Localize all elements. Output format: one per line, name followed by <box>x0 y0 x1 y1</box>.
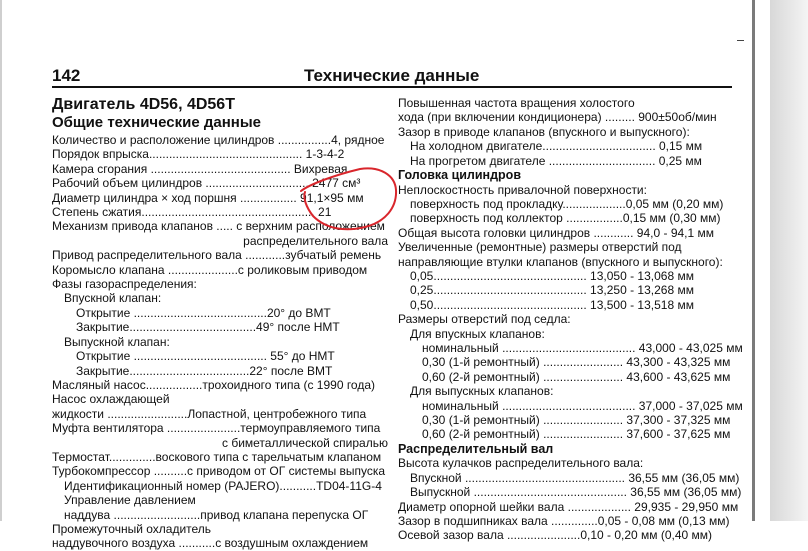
spec-line: Масляный насос.................трохоидного типа (с 1990 года) <box>52 377 376 392</box>
spec-line: Впускной ................................................ 36,55 мм (36,05 мм) <box>410 470 740 485</box>
engine-title: Двигатель 4D56, 4D56T <box>52 96 235 113</box>
spec-line: Закрытие....................................22° после ВМТ <box>76 363 333 378</box>
right-column <box>398 96 743 543</box>
section-title: Общие технические данные <box>52 114 262 131</box>
spec-line: поверхность под коллектор .................0,15 мм (0,30 мм) <box>410 211 721 226</box>
spec-line: Выпускной .............................................. 36,55 мм (36,05 мм) <box>410 485 742 500</box>
spec-line: хода (при включении кондиционера) ......... 900±50об/мин <box>398 110 717 125</box>
spec-line: Высота кулачков распределительного вала: <box>398 456 644 471</box>
spec-line: Порядок впрыска.............................................. 1-3-4-2 <box>52 147 345 162</box>
left-column <box>52 96 388 551</box>
section-heading: Головка цилиндров <box>398 168 521 183</box>
spec-line: Осевой зазор вала ......................0,10 - 0,20 мм (0,40 мм) <box>398 528 713 543</box>
spec-line: 0,60 (2-й ремонтный) ........................ 43,600 - 43,625 мм <box>422 369 731 384</box>
spec-line: жидкости ........................Лопастной, центробежного типа <box>52 406 367 421</box>
spec-line: поверхность под прокладку...................0,05 мм (0,20 мм) <box>410 196 724 211</box>
page-title: Технические данные <box>304 66 480 85</box>
spec-line: Зазор в приводе клапанов (впускного и выпускного): <box>398 124 690 139</box>
spec-line: Впускной клапан: <box>64 291 162 306</box>
spec-line: Общая высота головки цилиндров ............ 94,0 - 94,1 мм <box>398 225 715 240</box>
left-edge <box>0 0 2 521</box>
spec-line: Управление давлением <box>64 493 196 508</box>
spec-line: Для выпускных клапанов: <box>410 384 554 399</box>
spec-line: Размеры отверстий под седла: <box>398 312 571 327</box>
spec-line: Открытие ........................................20° до ВМТ <box>76 305 331 320</box>
spec-line: Открытие ........................................ 55° до НМТ <box>76 349 335 364</box>
left-spec-list <box>52 133 388 551</box>
spec-line: Промежуточный охладитель <box>52 521 212 536</box>
spec-line: Повышенная частота вращения холостого <box>398 96 635 110</box>
spec-line: 0,60 (2-й ремонтный) ........................ 37,600 - 37,625 мм <box>422 427 731 442</box>
spec-line: Выпускной клапан: <box>64 334 170 349</box>
spec-line: Турбокомпрессор ..........с приводом от ОГ системы выпуска <box>52 464 386 479</box>
spec-line: направляющие втулки клапанов (впускного и выпускного): <box>398 254 723 269</box>
spec-line: Диаметр цилиндра × ход поршня ................. 91,1×95 мм <box>52 190 364 205</box>
page-shadow <box>770 0 808 521</box>
section-heading: Распределительный вал <box>398 441 554 456</box>
spec-line: распределительного вала <box>243 233 388 248</box>
spec-line: Для впускных клапанов: <box>410 326 545 341</box>
spec-line: Степень сжатия.................................................... 21 <box>52 205 332 220</box>
spec-line: 0,05.............................................. 13,050 - 13,068 мм <box>410 268 694 283</box>
spec-line: Увеличенные (ремонтные) размеры отверстий под <box>398 240 682 255</box>
spec-line: Термостат..............воскового типа с тарельчатым клапаном <box>52 449 382 464</box>
spec-line: Неплоскостность привалочной поверхности: <box>398 182 647 197</box>
spec-line: На холодном двигателе.................................. 0,15 мм <box>410 139 703 154</box>
spec-line: Количество и расположение цилиндров ................4, рядное <box>52 133 385 147</box>
page-header <box>52 66 730 86</box>
spec-line: Рабочий объем цилиндров ............................... 2477 см³ <box>52 176 361 191</box>
spec-line: 0,30 (1-й ремонтный) ........................ 37,300 - 37,325 мм <box>422 413 731 428</box>
spec-line: 0,50.............................................. 13,500 - 13,518 мм <box>410 297 694 312</box>
spec-line: наддувочного воздуха ...........с воздушным охлаждением <box>52 536 369 551</box>
spec-line: Камера сгорания .......................................... Вихревая <box>52 161 348 176</box>
spec-line: Привод распределительного вала ............зубчатый ремень <box>52 248 382 263</box>
spec-line: 0,25.............................................. 13,250 - 13,268 мм <box>410 283 694 298</box>
spec-line: номинальный ........................................ 37,000 - 37,025 мм <box>422 398 743 413</box>
spec-line: Коромысло клапана .....................с роликовым приводом <box>52 262 368 277</box>
spec-line: Зазор в подшипниках вала ..............0,05 - 0,08 мм (0,13 мм) <box>398 513 730 528</box>
spec-line: с биметаллической спиралью <box>221 435 388 450</box>
spec-line: Муфта вентилятора ......................термоуправляемого типа <box>52 421 381 436</box>
spec-line: Идентификационный номер (PAJERO)...........TD04-11G-4 <box>64 478 382 493</box>
spec-line: 0,30 (1-й ремонтный) ........................ 43,300 - 43,325 мм <box>422 355 731 370</box>
crop-mark <box>737 40 744 41</box>
header-rule <box>52 86 732 88</box>
spec-line: Насос охлаждающей <box>52 392 170 407</box>
spec-line: номинальный ........................................ 43,000 - 43,025 мм <box>422 341 743 355</box>
page-number: 142 <box>52 66 81 85</box>
spec-line: Диаметр опорной шейки вала ................... 29,935 - 29,950 мм <box>398 499 739 514</box>
spec-line: Фазы газораспределения: <box>52 277 197 292</box>
right-spec-list <box>398 96 743 543</box>
spec-line: Механизм привода клапанов ..... с верхним расположением <box>52 219 385 234</box>
spec-line: наддува ..........................привод клапана перепуска ОГ <box>64 507 369 522</box>
spec-line: На прогретом двигателе ................................ 0,25 мм <box>410 153 702 168</box>
page-right-border <box>752 0 755 521</box>
spec-line: Закрытие......................................49° после НМТ <box>76 320 340 335</box>
